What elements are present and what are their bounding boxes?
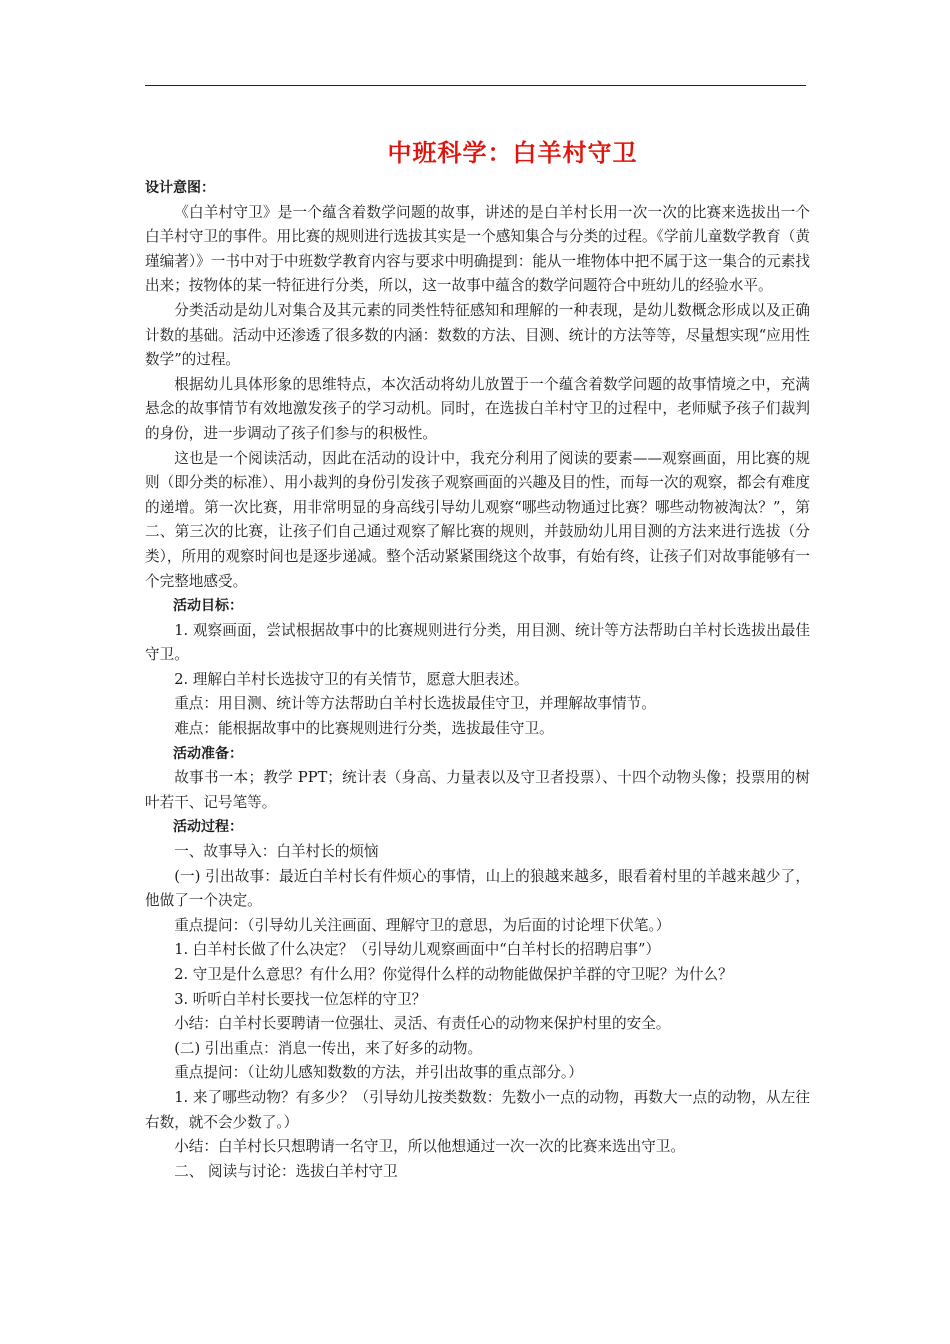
goal-1: 1. 观察画面，尝试根据故事中的比赛规则进行分类，用目测、统计等方法帮助白羊村长选拔出最佳守卫。 xyxy=(145,621,810,664)
step-1-a-question-1: 1. 白羊村长做了什么决定？（引导幼儿观察画面中“白羊村长的招聘启事”） xyxy=(174,941,661,959)
step-2: 二、 阅读与讨论：选拔白羊村守卫 xyxy=(174,1162,398,1180)
process-heading: 活动过程： xyxy=(173,819,243,836)
page-title: 中班科学：白羊村守卫 xyxy=(387,139,638,167)
step-1-b-summary: 小结：白羊村长只想聘请一名守卫，所以他想通过一次一次的比赛来选出守卫。 xyxy=(174,1138,685,1156)
intent-paragraph-3: 根据幼儿具体形象的思维特点，本次活动将幼儿放置于一个蕴含着数学问题的故事情境之中，充满悬念的故事情节有效地激发孩子的学习动机。同时，在选拔白羊村守卫的过程中，老师赋予孩子们裁判的身份，进一步调动了孩子们参与的积极性。 xyxy=(145,375,810,442)
document-body xyxy=(145,176,810,1184)
step-1-b-question-1: 1. 来了哪些动物？有多少？（引导幼儿按类数数：先数小一点的动物，再数大一点的动物，从左往右数，就不会少数了。） xyxy=(145,1088,810,1131)
step-1-b-question: 重点提问：（让幼儿感知数数的方法，并引出故事的重点部分。） xyxy=(174,1064,583,1082)
step-1-a-question: 重点提问：（引导幼儿关注画面、理解守卫的意思，为后面的讨论埋下伏笔。） xyxy=(174,916,671,934)
step-1-a-question-3: 3. 听听白羊村长要找一位怎样的守卫？ xyxy=(174,990,427,1008)
difficulty-point: 难点：能根据故事中的比赛规则进行分类，选拔最佳守卫。 xyxy=(174,720,554,738)
prep-text: 故事书一本；教学 PPT；统计表（身高、力量表以及守卫者投票）、十四个动物头像；投票用的树叶若干、记号笔等。 xyxy=(145,769,810,811)
step-1-a-summary: 小结：白羊村长要聘请一位强壮、灵活、有责任心的动物来保护村里的安全。 xyxy=(174,1015,671,1033)
prep-heading: 活动准备： xyxy=(173,745,243,762)
intent-paragraph-4: 这也是一个阅读活动，因此在活动的设计中，我充分利用了阅读的要素——观察画面，用比赛的规则（即分类的标准）、用小裁判的身份引发孩子观察画面的兴趣及目的性，而每一次的观察，都会有难度的递增。第一次比赛，用非常明显的身高线引导幼儿观察“哪些动物通过比赛？哪些动物被淘汰？”，第二、第三次的比赛，让孩子们自己通过观察了解比赛的规则，并鼓励幼儿用目测的方法来进行选拔（分类），所用的观察时间也是逐步递减。整个活动紧紧围绕这个故事，有始有终，让孩子们对故事能够有一个完整地感受。 xyxy=(145,449,810,590)
key-point: 重点：用目测、统计等方法帮助白羊村长选拔最佳守卫，并理解故事情节。 xyxy=(174,695,656,713)
intent-heading: 设计意图： xyxy=(145,180,215,196)
step-1: 一、故事导入：白羊村长的烦恼 xyxy=(174,843,379,861)
goals-heading: 活动目标： xyxy=(173,598,243,615)
step-1-a: (一) 引出故事：最近白羊村长有件烦心的事情，山上的狼越来越多，眼看着村里的羊越来越少了，他做了一个决定。 xyxy=(145,867,810,910)
step-1-a-question-2: 2. 守卫是什么意思？有什么用？你觉得什么样的动物能做保护羊群的守卫呢？为什么？ xyxy=(174,966,733,983)
header-rule xyxy=(145,85,806,86)
goal-2: 2. 理解白羊村长选拔守卫的有关情节，愿意大胆表述。 xyxy=(174,670,529,688)
intent-paragraph-2: 分类活动是幼儿对集合及其元素的同类性特征感知和理解的一种表现，是幼儿数概念形成以及正确计数的基础。活动中还渗透了很多数的内涵：数数的方法、目测、统计的方法等等，尽量想实现“应用性数学”的过程。 xyxy=(145,301,810,369)
step-1-b: (二) 引出重点：消息一传出，来了好多的动物。 xyxy=(174,1039,483,1057)
intent-paragraph-1: 《白羊村守卫》是一个蕴含着数学问题的故事，讲述的是白羊村长用一次一次的比赛来选拔出一个白羊村守卫的事件。用比赛的规则进行选拔其实是一个感知集合与分类的过程。《学前儿童数学教育（黄瑾编著）》一书中对于中班数学教育内容与要求中明确提到：能从一堆物体中把不属于这一集合的元素找出来；按物体的某一特征进行分类，所以，这一故事中蕴含的数学问题符合中班幼儿的经验水平。 xyxy=(145,203,810,295)
